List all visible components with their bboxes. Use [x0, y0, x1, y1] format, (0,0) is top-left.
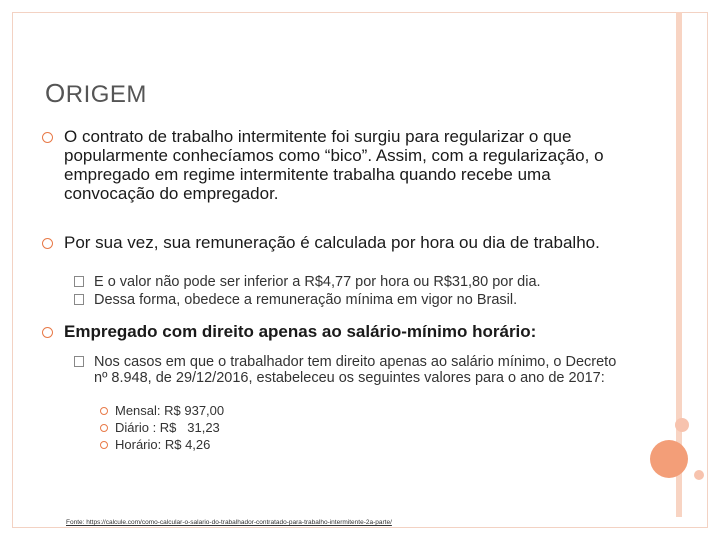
decorative-circle-small	[675, 418, 689, 432]
bullet-2: Por sua vez, sua remuneração é calculada por hora ou dia de trabalho.	[40, 233, 630, 252]
bullet-icon	[42, 327, 53, 338]
bullet-icon	[74, 276, 84, 287]
source-link[interactable]: Fonte: https://calcule.com/como-calcular-o-salario-do-trabalhador-contratado-para-trabalho-intermitente-2a-parte/	[66, 519, 392, 526]
bullet-3-sub-1: Nos casos em que o trabalhador tem direito apenas ao salário mínimo, o Decreto nº 8.948, de 29/12/2016, estabeleceu os seguintes valores para o ano de 2017:	[72, 354, 632, 386]
bullet-icon	[42, 238, 53, 249]
decorative-circle-tiny	[694, 470, 704, 480]
value-item: Diário : R$ 31,23	[100, 420, 400, 435]
decorative-circle-large	[650, 440, 688, 478]
bullet-icon	[74, 294, 84, 305]
bullet-3: Empregado com direito apenas ao salário-mínimo horário:	[40, 322, 630, 341]
value-item: Horário: R$ 4,26	[100, 437, 400, 452]
bullet-icon	[100, 424, 108, 432]
bullet-1: O contrato de trabalho intermitente foi surgiu para regularizar o que popularmente conhecíamos como “bico”. Assim, com a regularização, o empregado em regime intermitente trabalha quando recebe uma convocação do empregador.	[40, 127, 630, 203]
slide-title: ORIGEM	[45, 78, 147, 108]
bullet-icon	[42, 132, 53, 143]
bullet-2-sub-2: Dessa forma, obedece a remuneração mínima em vigor no Brasil.	[72, 292, 632, 308]
bullet-icon	[100, 441, 108, 449]
bullet-icon	[74, 356, 84, 367]
bullet-2-sub-1: E o valor não pode ser inferior a R$4,77 por hora ou R$31,80 por dia.	[72, 274, 632, 290]
value-item: Mensal: R$ 937,00	[100, 403, 400, 418]
bullet-icon	[100, 407, 108, 415]
